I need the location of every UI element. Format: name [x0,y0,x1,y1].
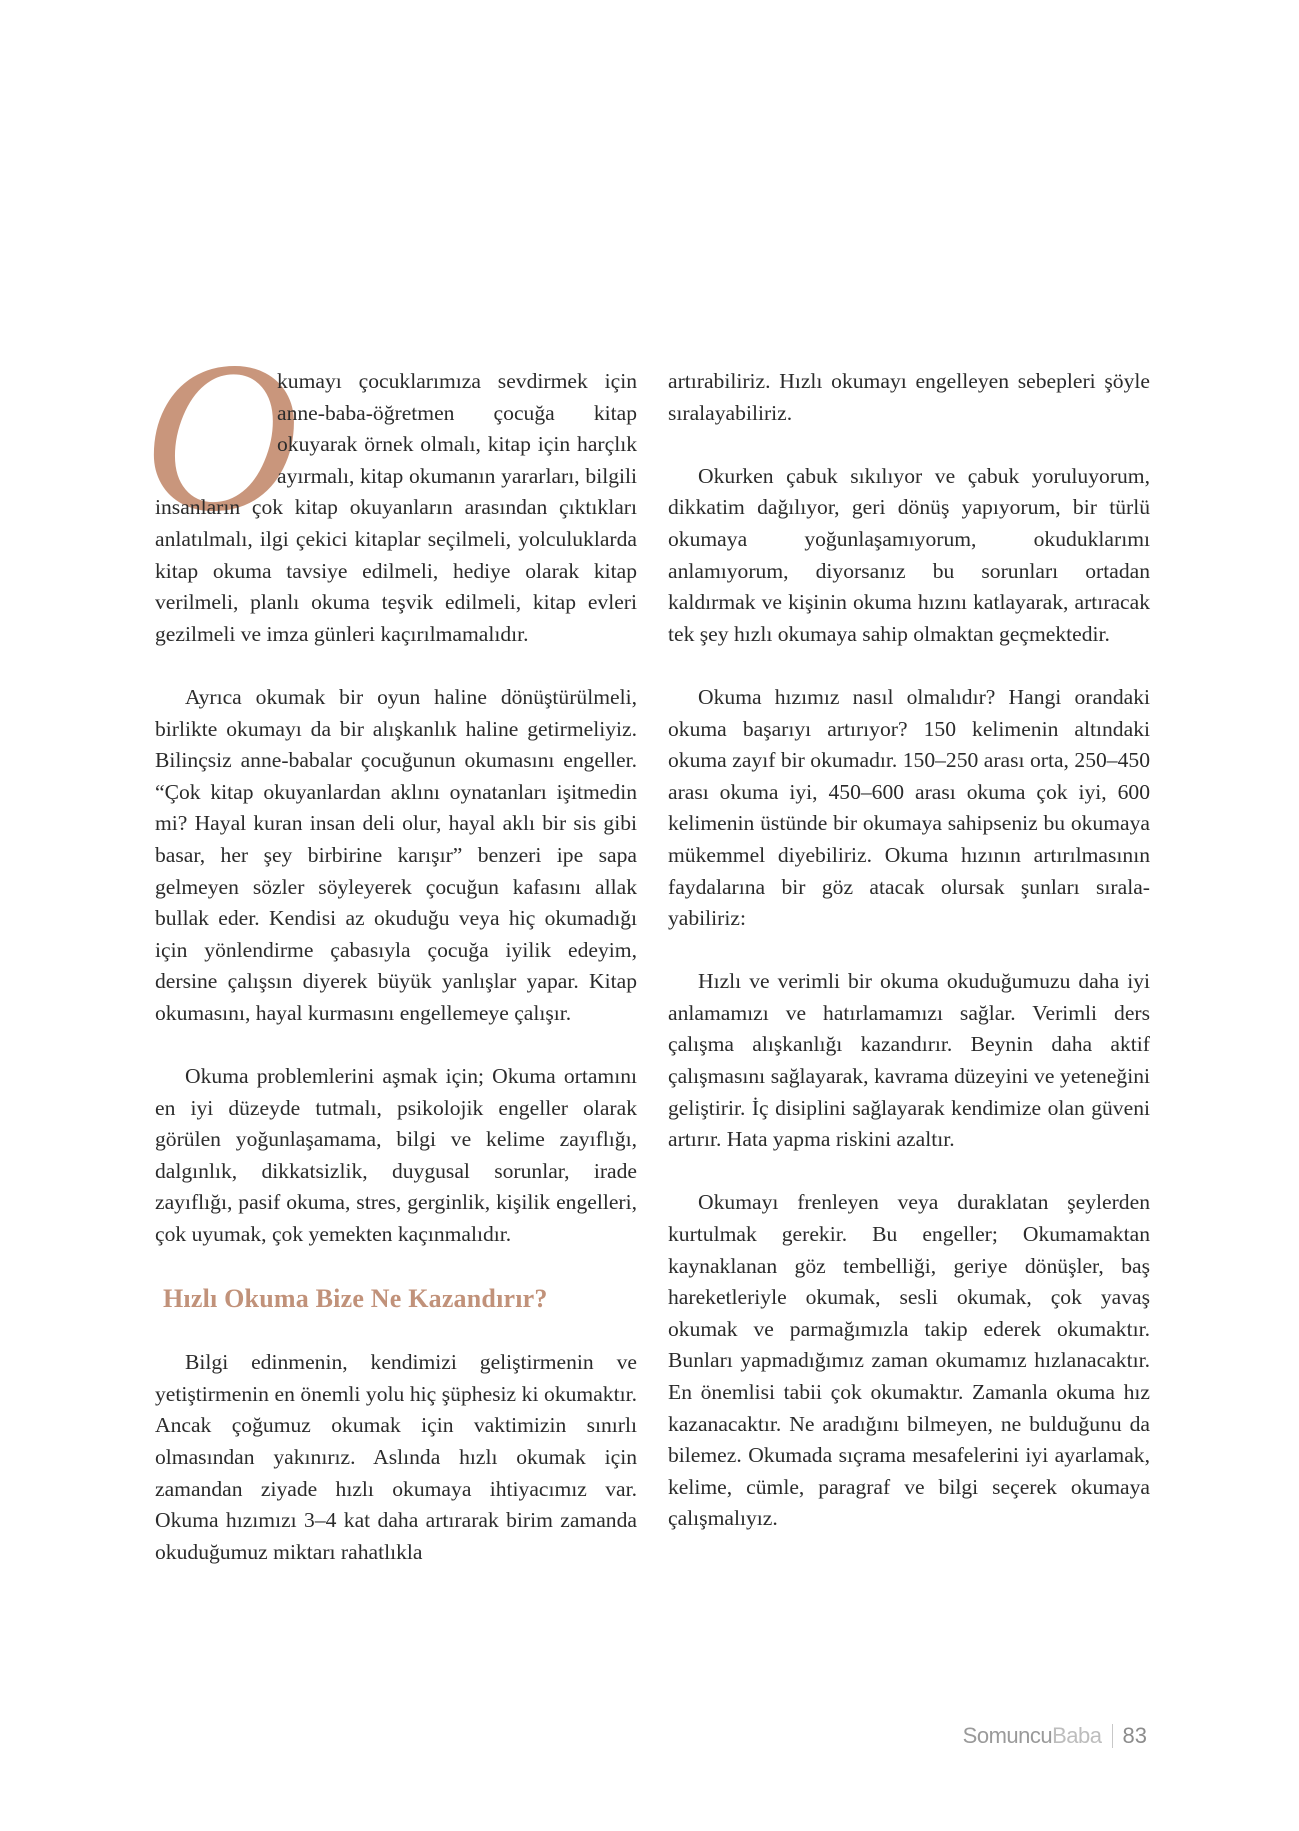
right-column [668,366,1150,1535]
article-paragraph-1 [143,317,637,650]
left-column [143,317,637,1568]
magazine-brand-second: Baba [1052,1723,1102,1748]
section-heading: Hızlı Okuma Bize Ne Kazandırır? [163,1283,548,1313]
magazine-brand-first: Somuncu [962,1723,1053,1748]
footer-divider [1112,1724,1113,1748]
article-paragraph-2: Ayrıca okumak bir oyun haline dönüştürülmeli, birlikte okumayı da bir alışkanlık haline getirmeliyiz. Bilinçsiz anne-babalar çocuğunun okumasını engeller. “Çok kitap okuyanlardan aklını oynatanları işitmedin mi? Hayal kuran insan deli olur, hayal aklı bir sis gibi basar, her şey birbirine karışır” benzeri ipe sapa gelmeyen sözler söyleyerek çocuğun kafasını allak bullak eder. Kendisi az okuduğu veya hiç okumadığı için yönlendirme çabasıyla çocuğa iyilik edeyim, dersine çalışsın diyerek büyük yanlışlar yapar. Kitap okumasını, hayal kurmasını engellemeye çalışır. [155,684,637,1025]
article-paragraph-9: Okumayı frenleyen veya duraklatan şeylerden kurtulmak gerekir. Bu engeller; Okumamaktan kaynaklanan göz tembelliği, geriye dönüşler, baş hareketleriyle okumak, sesli okumak, çok yavaş okumak ve parmağımızla takip ederek okumaktır. Bunları yapmadığımız zaman okumamız hızlanacaktır. En önemlisi tabii çok okumaktır. Zamanla okuma hız kazanacaktır. Ne aradığını bilmeyen, ne bulduğunu da bilemez. Okumada sıçrama mesafelerini iyi ayarlamak, kelime, cümle, paragraf ve bilgi seçerek okumaya çalışmalıyız. [668,1190,1150,1531]
article-paragraph-6: Okurken çabuk sıkılıyor ve çabuk yoruluyorum, dikkatim dağılıyor, geri dönüş yapıyorum, bir türlü okumaya yoğunlaşamıyorum, okuduklarımı anlamıyorum, diyorsanız bu sorunları ortadan kaldırmak ve kişinin okuma hızını katlayarak, artıracak tek şey hızlı okumaya sahip olmaktan geçmektedir. [668,463,1150,646]
article-paragraph-4: Bilgi edinmenin, kendimizi geliştirmenin ve yetiştirmenin en önemli yolu hiç şüphesiz ki okumaktır. Ancak çoğumuz okumak için vaktimizin sınırlı olmasından yakınırız. Aslında hızlı okumak için zamandan ziyade hızlı okumaya ihtiyacımız var. Okuma hızımızı 3–4 kat daha artırarak birim zamanda okuduğumuz miktarı rahatlıkla [155,1350,637,1564]
article-paragraph-5: artırabiliriz. Hızlı okumayı engelleyen sebepleri şöyle sıralayabiliriz. [668,369,1150,425]
article-paragraph-3: Okuma problemlerini aşmak için; Okuma ortamını en iyi düzeyde tutmalı, psikolojik engeller olarak görülen yoğunlaşamama, bilgi ve kelime zayıflığı, dalgınlık, dikkatsizlik, duygusal sorunlar, irade zayıflığı, pasif okuma, stres, gerginlik, kişilik engelleri, çok uyumak, çok yemekten kaçınmalıdır. [155,1064,637,1247]
article-paragraph-8: Hızlı ve verimli bir okuma okuduğumuzu daha iyi anlamamızı ve hatırlamamızı sağlar. Verimli ders çalışma alışkanlığı kazandırır. Beynin daha aktif çalışmasını sağlayarak, kavrama düzeyini ve yeteneğini geliştirir. İç disiplini sağlayarak kendimize olan güveni artırır. Hata yapma riskini azaltır. [668,969,1150,1152]
article-paragraph-7: Okuma hızımız nasıl olmalıdır? Hangi orandaki okuma başarıyı artırıyor? 150 kelimenin altındaki okuma zayıf bir okumadır. 150–250 arası orta, 250–450 arası okuma iyi, 450–600 arası okuma çok iyi, 600 kelimenin üstünde bir okumaya sahipseniz bu okumaya mükemmel diyebiliriz. Okuma hızının artırılmasının faydalarına bir göz atacak olursak şunları sıralayabiliriz: [668,684,1150,931]
page-footer [963,1722,1147,1750]
paragraph-1-text: kumayı çocuklarımıza sevdirmek için anne-baba-öğretmen çocuğa kitap okuyarak örnek olmalı, kitap için harçlık ayırmalı, kitap okumanın yararları, bilgili insanların çok kitap okuyanların arasından çıktıkları anlatılmalı, ilgi çekici kitaplar seçilmeli, yolculuklarda kitap okuma tavsiye edilmeli, hediye olarak kitap verilmeli, planlı okuma teşvik edilmeli, kitap evleri gezilmeli ve imza günleri kaçırılmamalıdır. [155,369,637,646]
drop-cap: O [143,317,299,556]
page-number: 83 [1122,1723,1147,1748]
